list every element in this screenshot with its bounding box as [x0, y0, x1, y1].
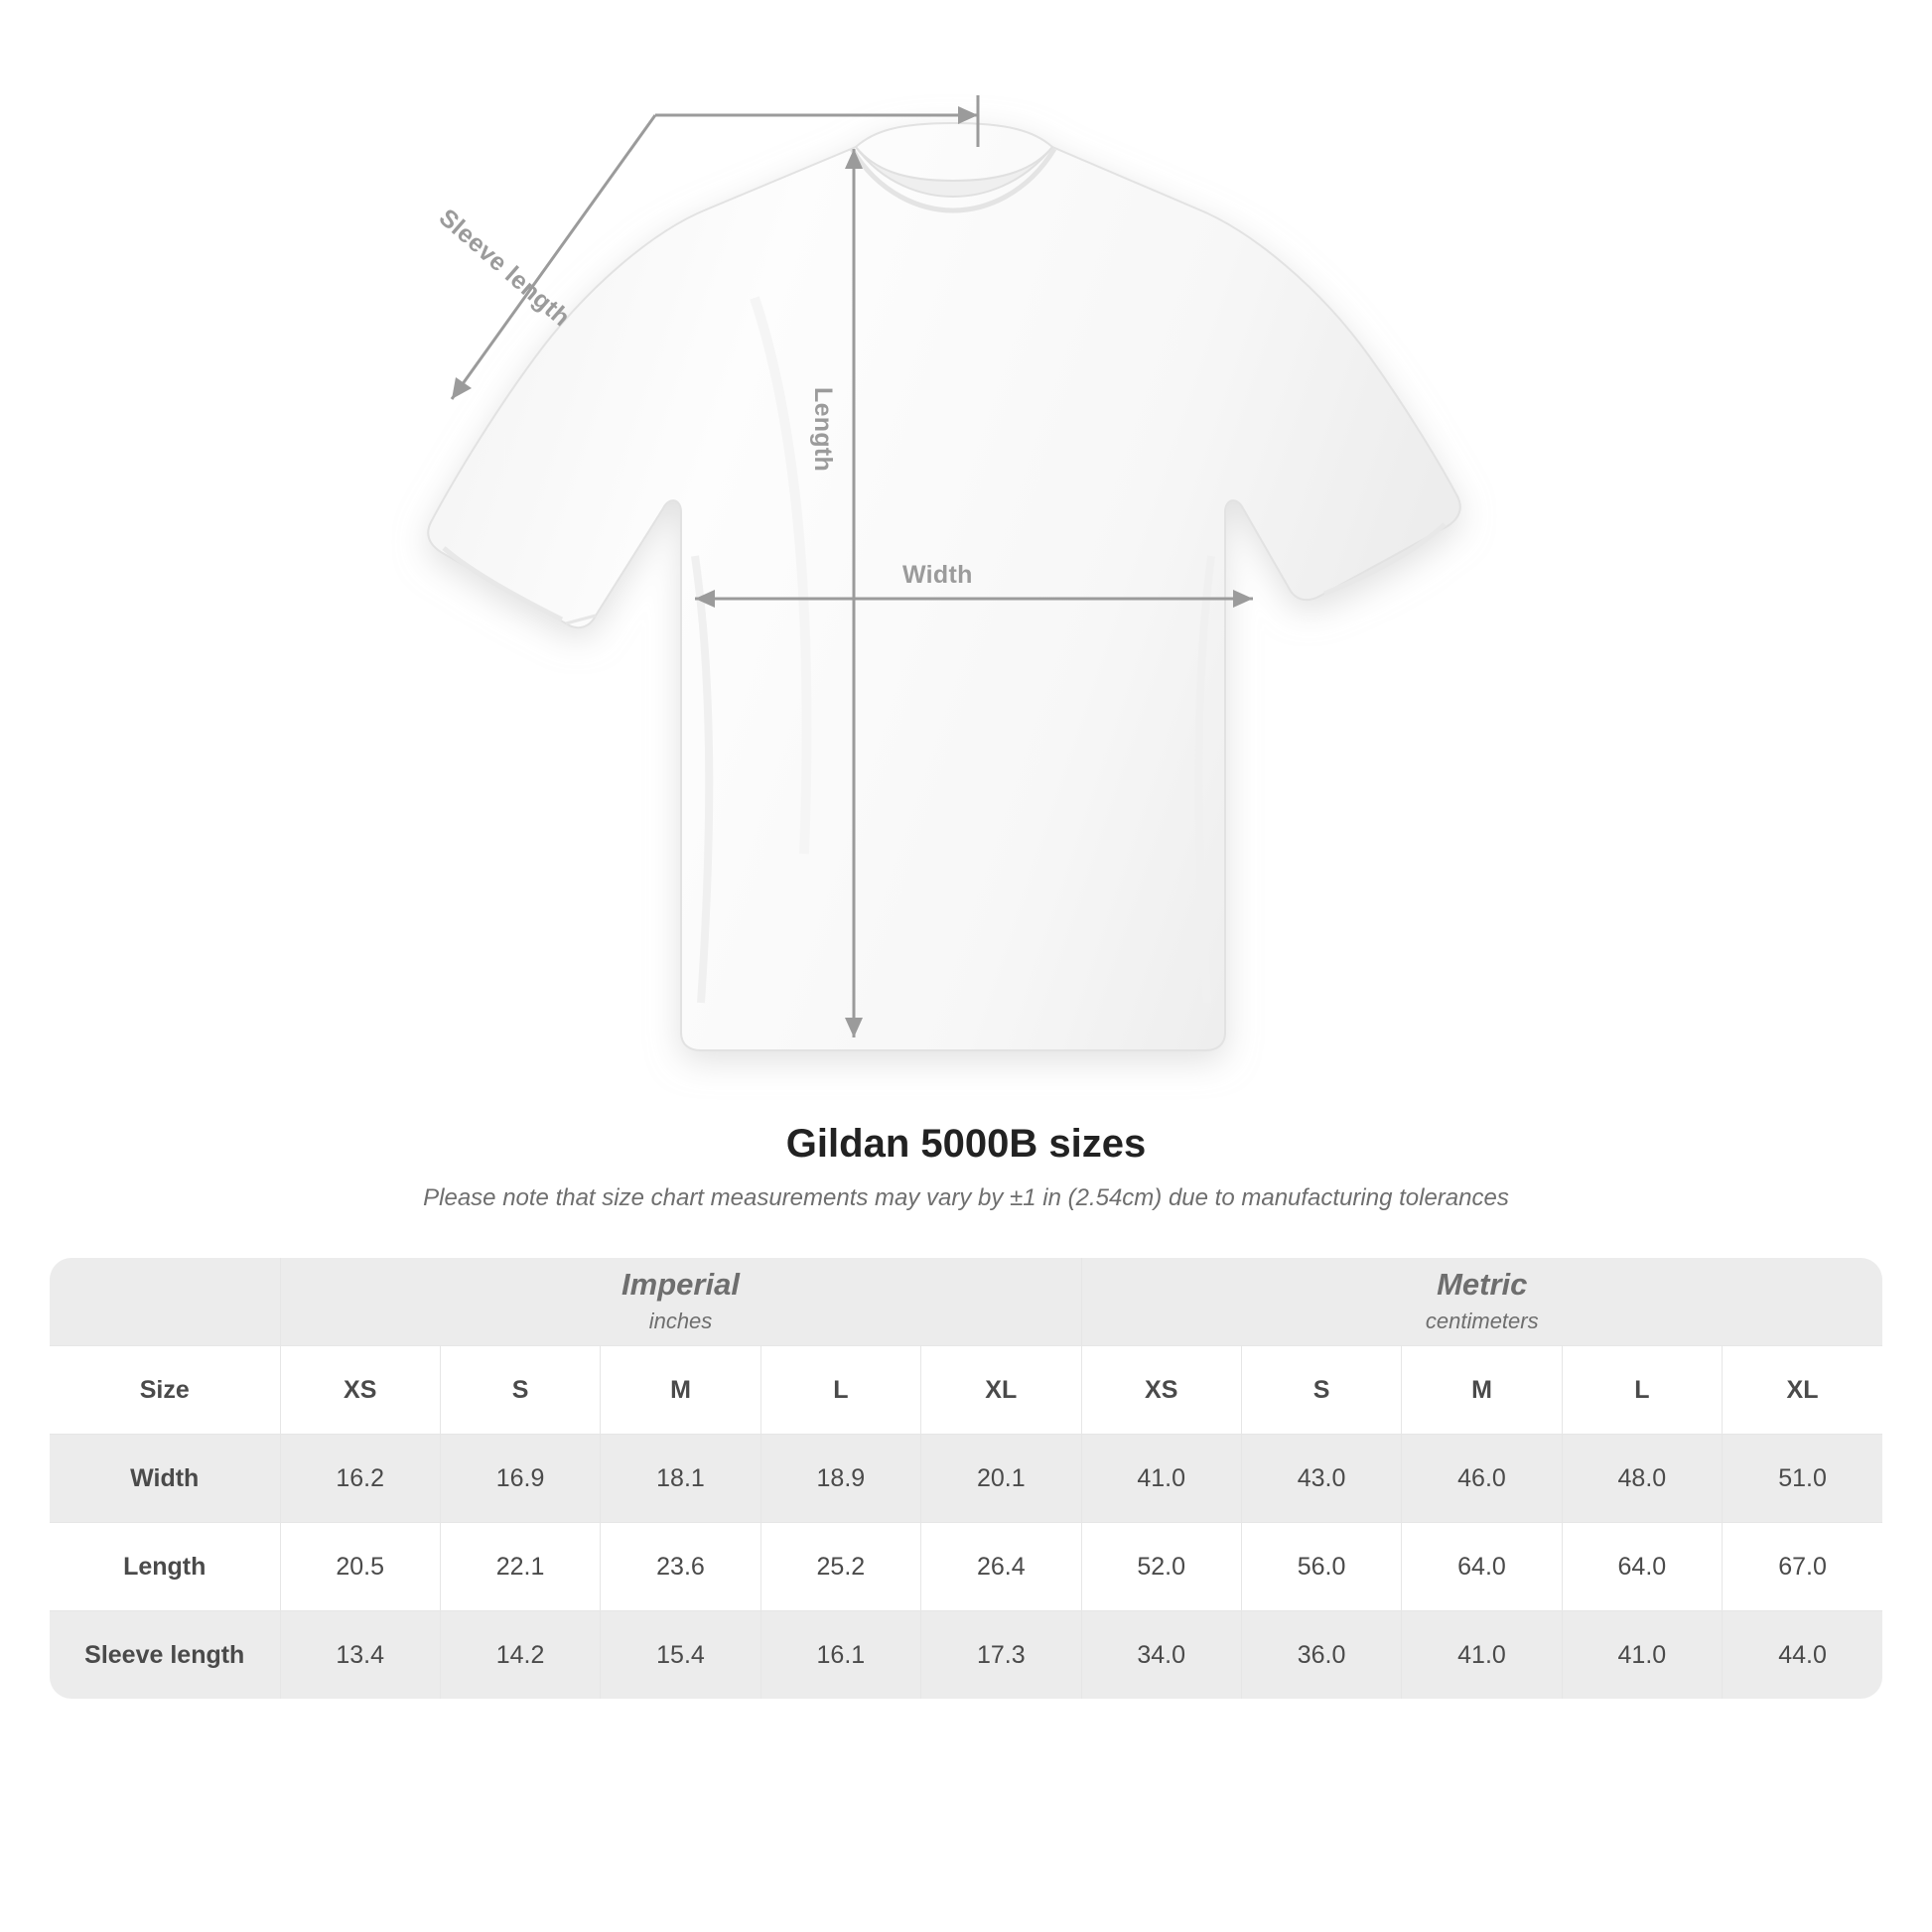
table-row: [50, 1435, 1882, 1523]
cell-length-metric-s: 56.0: [1241, 1523, 1401, 1611]
size-table-container: [50, 1258, 1882, 1699]
cell-length-imperial-m: 23.6: [601, 1523, 760, 1611]
cell-width-imperial-xs: 16.2: [280, 1435, 440, 1523]
chart-titles: [0, 1122, 1932, 1212]
cell-length-metric-m: 64.0: [1402, 1523, 1562, 1611]
cell-sleeve-metric-xs: 34.0: [1081, 1611, 1241, 1700]
column-header-metric-xs: XS: [1081, 1346, 1241, 1435]
cell-width-imperial-s: 16.9: [440, 1435, 600, 1523]
imperial-title: Imperial: [621, 1267, 740, 1303]
cell-length-metric-xl: 67.0: [1723, 1523, 1882, 1611]
width-label: Width: [902, 561, 973, 589]
imperial-subtitle: inches: [648, 1308, 713, 1333]
cell-sleeve-metric-xl: 44.0: [1723, 1611, 1882, 1700]
cell-length-metric-l: 64.0: [1562, 1523, 1722, 1611]
units-spacer-cell: [50, 1258, 280, 1346]
cell-sleeve-metric-l: 41.0: [1562, 1611, 1722, 1700]
metric-title: Metric: [1437, 1267, 1528, 1303]
cell-width-imperial-m: 18.1: [601, 1435, 760, 1523]
cell-sleeve-imperial-m: 15.4: [601, 1611, 760, 1700]
sleeve-length-label: Sleeve length: [433, 204, 576, 333]
cell-width-metric-m: 46.0: [1402, 1435, 1562, 1523]
column-header-metric-s: S: [1241, 1346, 1401, 1435]
size-table: [50, 1258, 1882, 1699]
cell-width-metric-l: 48.0: [1562, 1435, 1722, 1523]
cell-sleeve-imperial-s: 14.2: [440, 1611, 600, 1700]
column-header-row: [50, 1346, 1882, 1435]
table-row: [50, 1611, 1882, 1700]
column-header-imperial-xl: XL: [921, 1346, 1081, 1435]
length-label: Length: [809, 387, 837, 473]
column-header-metric-m: M: [1402, 1346, 1562, 1435]
cell-sleeve-metric-m: 41.0: [1402, 1611, 1562, 1700]
column-header-imperial-xs: XS: [280, 1346, 440, 1435]
column-header-imperial-l: L: [760, 1346, 920, 1435]
cell-sleeve-imperial-l: 16.1: [760, 1611, 920, 1700]
row-label-length: Length: [50, 1523, 280, 1611]
cell-sleeve-imperial-xl: 17.3: [921, 1611, 1081, 1700]
row-label-width: Width: [50, 1435, 280, 1523]
column-header-metric-l: L: [1562, 1346, 1722, 1435]
row-label-sleeve-length: Sleeve length: [50, 1611, 280, 1700]
imperial-header-cell: [280, 1258, 1081, 1346]
table-row: [50, 1523, 1882, 1611]
size-header: Size: [50, 1346, 280, 1435]
cell-width-metric-s: 43.0: [1241, 1435, 1401, 1523]
cell-length-imperial-l: 25.2: [760, 1523, 920, 1611]
cell-sleeve-metric-s: 36.0: [1241, 1611, 1401, 1700]
cell-width-metric-xl: 51.0: [1723, 1435, 1882, 1523]
cell-width-metric-xs: 41.0: [1081, 1435, 1241, 1523]
metric-header-cell: [1081, 1258, 1882, 1346]
units-header-row: [50, 1258, 1882, 1346]
cell-width-imperial-l: 18.9: [760, 1435, 920, 1523]
cell-length-imperial-xs: 20.5: [280, 1523, 440, 1611]
column-header-imperial-m: M: [601, 1346, 760, 1435]
page-title: Gildan 5000B sizes: [785, 1122, 1147, 1166]
metric-subtitle: centimeters: [1425, 1308, 1539, 1333]
cell-width-imperial-xl: 20.1: [921, 1435, 1081, 1523]
tolerance-note: Please note that size chart measurements may vary by ±1 in (2.54cm) due to manufacturing tolerances: [423, 1184, 1509, 1211]
cell-length-imperial-xl: 26.4: [921, 1523, 1081, 1611]
cell-length-metric-xs: 52.0: [1081, 1523, 1241, 1611]
column-header-imperial-s: S: [440, 1346, 600, 1435]
cell-sleeve-imperial-xs: 13.4: [280, 1611, 440, 1700]
cell-length-imperial-s: 22.1: [440, 1523, 600, 1611]
column-header-metric-xl: XL: [1723, 1346, 1882, 1435]
